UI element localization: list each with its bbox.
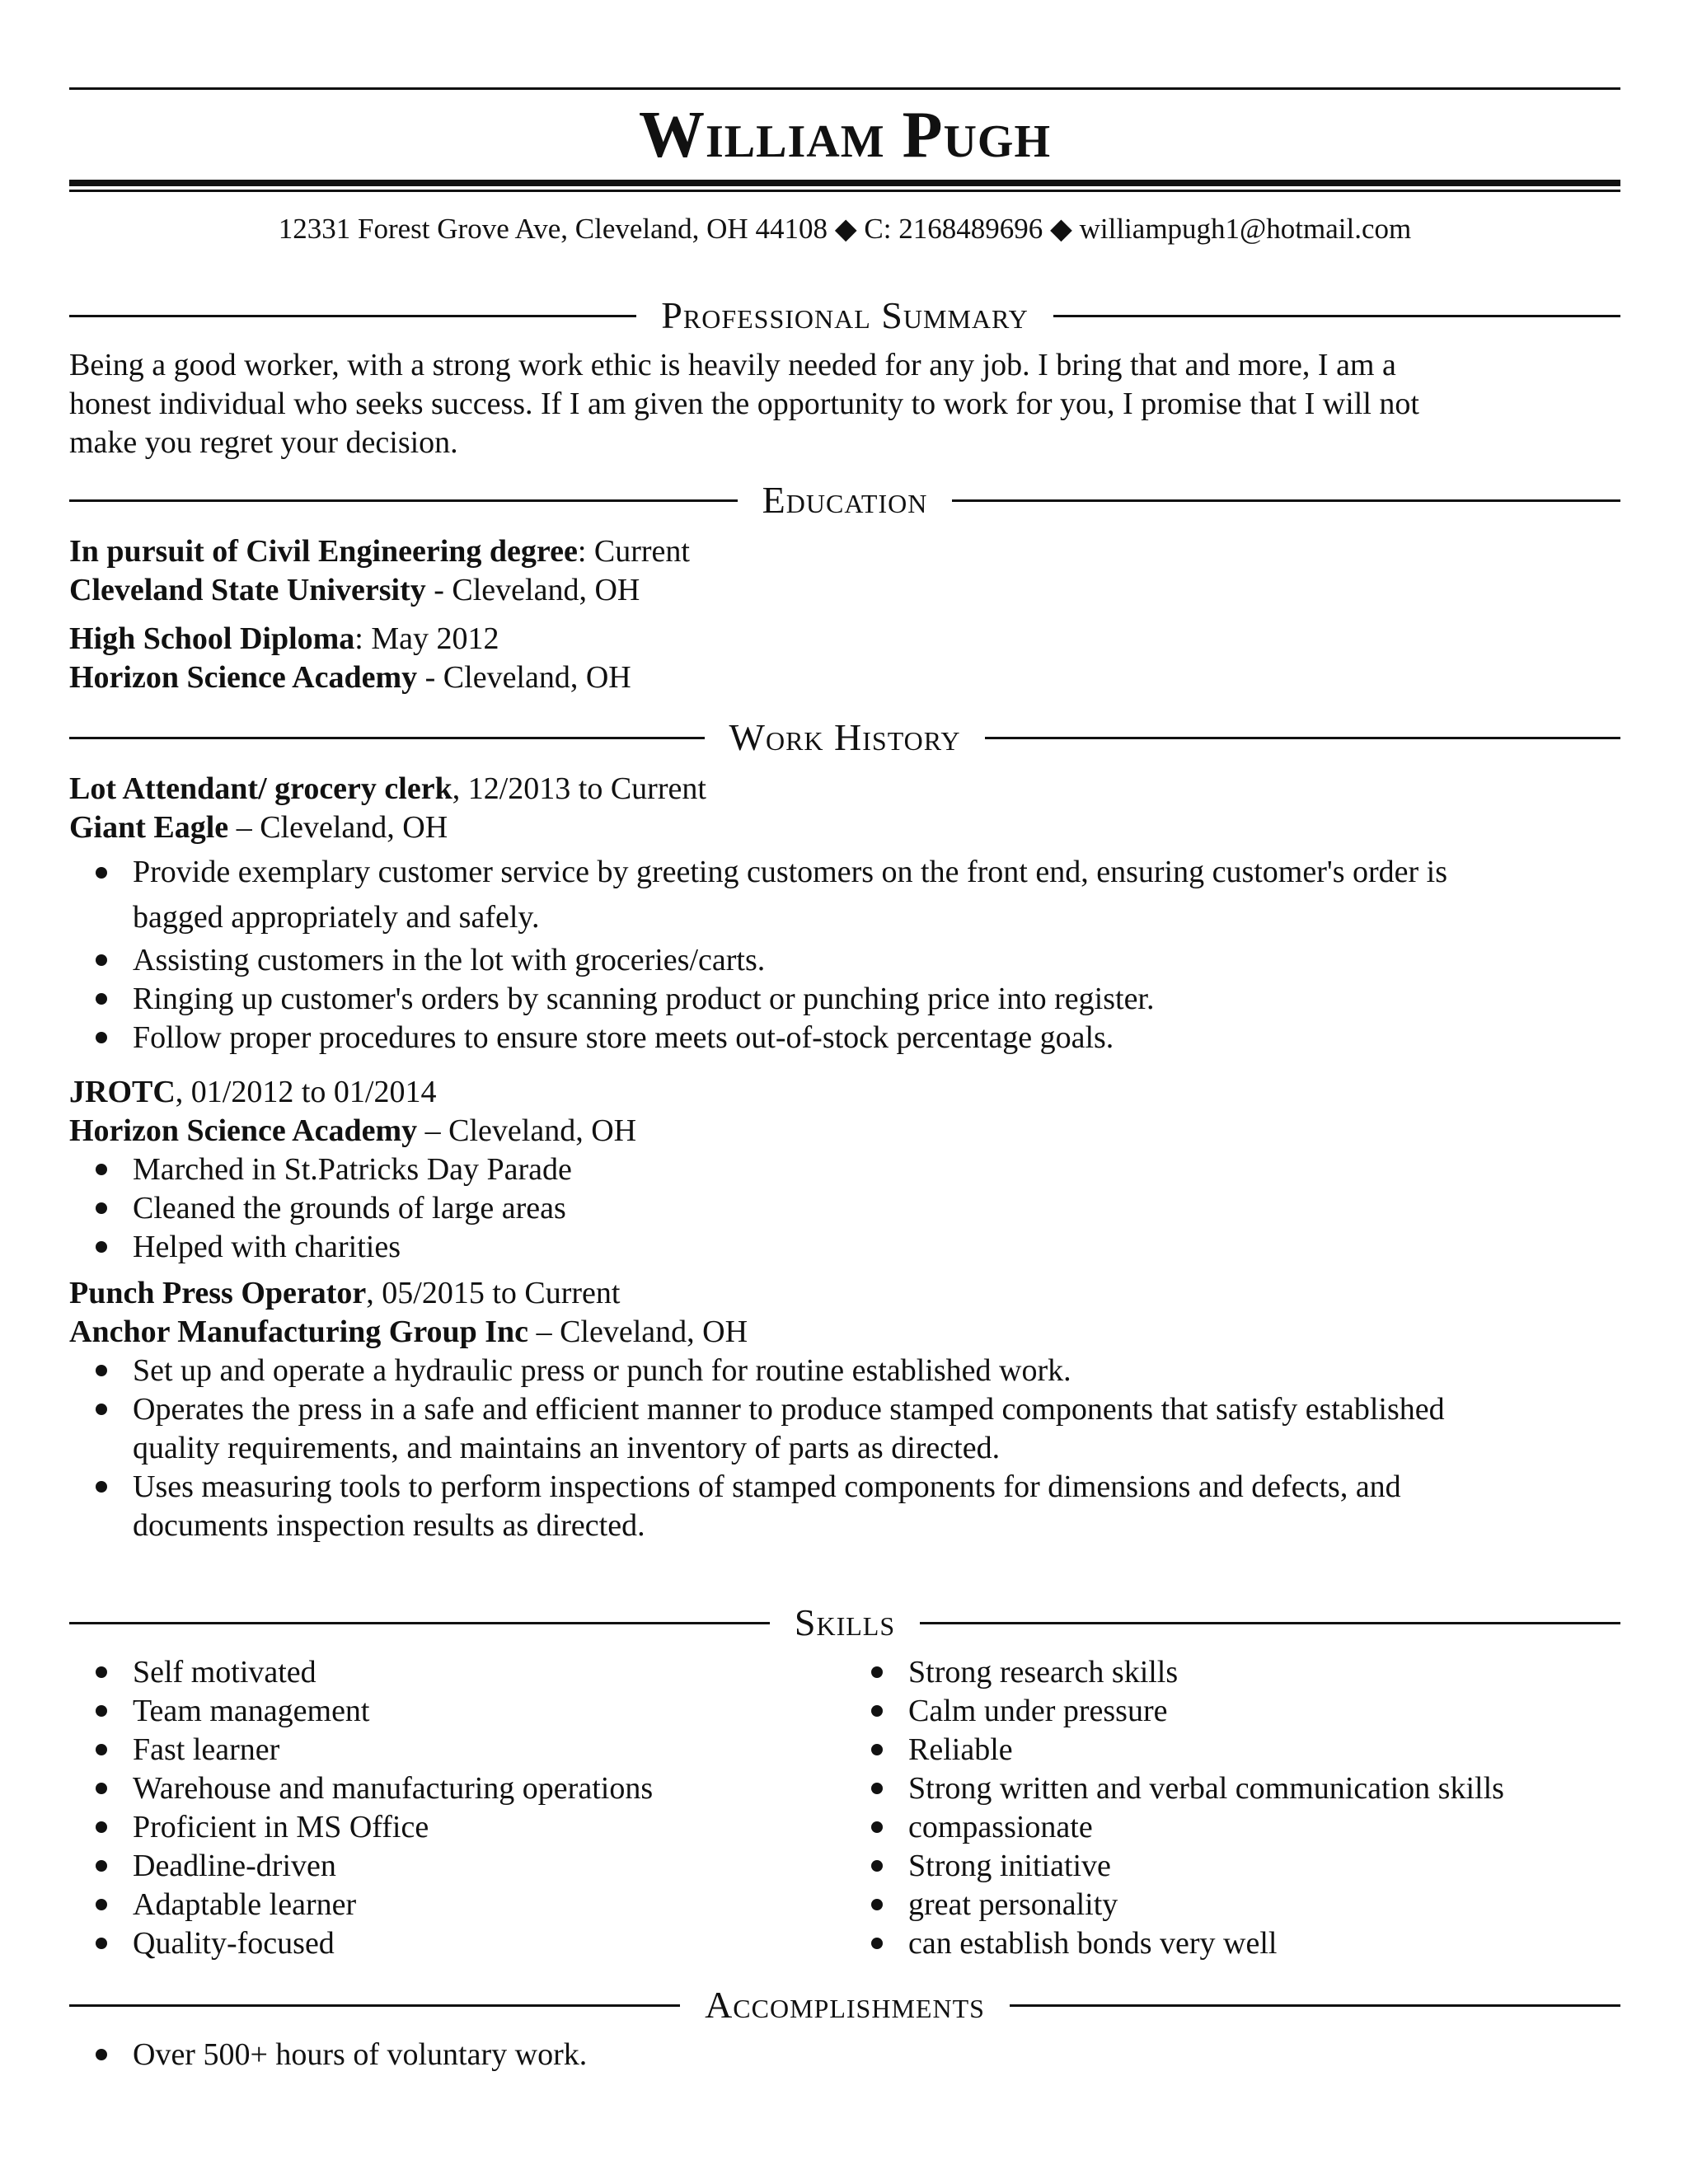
job-bullets [69,1352,1620,1545]
heading-rule-right [1053,315,1620,317]
employer-location: – Cleveland, OH [228,810,448,845]
list-item [69,1352,1620,1390]
summary-text [69,346,1620,462]
list-item [845,1692,1620,1731]
accomplishment-text: Over 500+ hours of voluntary work. [133,2037,588,2072]
list-item [845,1924,1620,1963]
heading-rule-left [69,737,705,739]
heading-rule-right [952,499,1620,502]
bullet-icon [96,993,107,1005]
bullet-icon [871,1860,883,1872]
heading-rule-right [985,737,1620,739]
list-item [845,1653,1620,1692]
list-item [69,1151,1620,1189]
bullet-icon [96,1899,107,1910]
heading-rule-left [69,2004,680,2007]
list-item [69,1507,1620,1545]
heading-rule-right [1010,2004,1620,2007]
skill-text: can establish bonds very well [908,1926,1278,1961]
bullet-icon [871,1744,883,1755]
list-item [845,1731,1620,1769]
employer-location: – Cleveland, OH [417,1113,637,1148]
bullet-icon [96,1404,107,1415]
list-item [69,1228,1620,1267]
skills-right-list [845,1653,1620,1963]
education-entry [69,532,1620,610]
employer-name: Anchor Manufacturing Group Inc [69,1315,529,1349]
skill-text: Strong initiative [908,1849,1111,1883]
list-item [845,1847,1620,1886]
education-title: Education [762,479,928,521]
work-heading [69,714,1620,762]
heading-rule-left [69,499,738,502]
candidate-name: William Pugh [638,99,1051,171]
contact-line: 12331 Forest Grove Ave, Cleveland, OH 44108 ◆ C: 2168489696 ◆ williampugh1@hotmail.com [278,213,1412,245]
school-location: - Cleveland, OH [417,660,631,695]
bullet-text: Cleaned the grounds of large areas [133,1191,566,1226]
heading-rule-left [69,315,636,317]
header-top-rule [69,87,1620,90]
summary-line: honest individual who seeks success. If I am given the opportunity to work for you, I promise that I will not [69,387,1419,421]
skills-title: Skills [794,1601,896,1643]
job-bullets [69,1151,1620,1267]
bullet-icon [96,1202,107,1214]
skills-heading [69,1599,1620,1647]
job-entry [69,1073,1620,1267]
employer-name: Horizon Science Academy [69,1113,418,1148]
list-item [69,1847,845,1886]
skills-left-list [69,1653,845,1963]
list-item [845,1886,1620,1924]
job-dates: , 01/2012 to 01/2014 [175,1075,437,1109]
bullet-text: Set up and operate a hydraulic press or punch for routine established work. [133,1353,1071,1388]
bullet-icon [96,1365,107,1376]
summary-title: Professional Summary [661,294,1029,336]
list-item [69,2036,1620,2074]
accomplishments-list [69,2036,1620,2074]
list-item [69,941,1620,980]
list-item [69,1886,845,1924]
bullet-icon [96,1821,107,1833]
employer-name: Giant Eagle [69,810,229,845]
list-item [69,1019,1620,1057]
education-heading [69,476,1620,524]
heading-rule-left [69,1622,770,1624]
degree-date: : May 2012 [354,621,499,656]
bullet-text: Assisting customers in the lot with groceries/carts. [133,943,766,977]
accomplishments-list-wrap [69,2036,1620,2074]
accomplishments-heading [69,1981,1620,2029]
bullet-icon [96,1860,107,1872]
list-item [69,1429,1620,1468]
skill-text: Strong written and verbal communication skills [908,1771,1504,1806]
list-item [69,1731,845,1769]
job-entry [69,1274,1620,1545]
bullet-icon [96,954,107,966]
list-item [69,1189,1620,1228]
skill-text: Quality-focused [133,1926,335,1961]
bullet-icon [871,1666,883,1678]
work-title: Work History [729,716,961,758]
bullet-icon [871,1705,883,1717]
degree-name: High School Diploma [69,621,355,656]
list-item [69,1653,845,1692]
bullet-icon [96,1744,107,1755]
skills-columns [69,1653,1620,1963]
skill-text: Strong research skills [908,1655,1179,1690]
job-title: Punch Press Operator [69,1276,367,1310]
bullet-icon [871,1938,883,1949]
skill-text: Adaptable learner [133,1887,357,1922]
summary-line: make you regret your decision. [69,425,458,460]
bullet-text: Operates the press in a safe and efficient manner to produce stamped components that satisfy established [133,1392,1445,1427]
bullet-text: Marched in St.Patricks Day Parade [133,1152,572,1187]
list-item [69,1769,845,1808]
school-name: Horizon Science Academy [69,660,418,695]
header-thin-rule [69,190,1620,192]
bullet-text: quality requirements, and maintains an inventory of parts as directed. [133,1431,1001,1465]
skill-text: compassionate [908,1810,1093,1844]
skill-text: Reliable [908,1732,1013,1767]
skill-text: Proficient in MS Office [133,1810,429,1844]
bullet-icon [96,2049,107,2060]
list-item [69,1808,845,1847]
bullet-icon [96,1241,107,1253]
job-bullets [69,847,1620,1057]
bullet-icon [96,1938,107,1949]
degree-name: In pursuit of Civil Engineering degree [69,534,578,569]
job-dates: , 12/2013 to Current [452,771,706,806]
bullet-icon [96,867,107,879]
skill-text: Self motivated [133,1655,316,1690]
job-dates: , 05/2015 to Current [366,1276,621,1310]
list-item [69,1924,845,1963]
bullet-icon [96,1032,107,1043]
summary-line: Being a good worker, with a strong work ethic is heavily needed for any job. I bring that and more, I am a [69,348,1396,382]
bullet-text: bagged appropriately and safely. [133,900,540,935]
school-location: - Cleveland, OH [425,573,640,607]
list-item [845,1769,1620,1808]
bullet-icon [96,1666,107,1678]
bullet-icon [96,1705,107,1717]
skill-text: Calm under pressure [908,1694,1168,1728]
skill-text: great personality [908,1887,1118,1922]
bullet-icon [96,1783,107,1794]
job-title: Lot Attendant/ grocery clerk [69,771,452,806]
skill-text: Team management [133,1694,370,1728]
bullet-icon [96,1164,107,1175]
employer-location: – Cleveland, OH [528,1315,748,1349]
education-entry [69,620,1620,697]
skill-text: Deadline-driven [133,1849,336,1883]
bullet-icon [871,1821,883,1833]
list-item [69,980,1620,1019]
list-item [69,1692,845,1731]
bullet-text: Ringing up customer's orders by scanning product or punching price into register. [133,982,1155,1016]
bullet-text: documents inspection results as directed. [133,1508,645,1543]
heading-rule-right [920,1622,1620,1624]
bullet-text: Helped with charities [133,1230,401,1264]
summary-heading [69,292,1620,340]
degree-date: : Current [577,534,690,569]
skill-text: Fast learner [133,1732,280,1767]
list-item [69,1468,1620,1507]
header-thick-rule [69,180,1620,186]
accomplishments-title: Accomplishments [705,1984,985,2026]
bullet-text: Uses measuring tools to perform inspections of stamped components for dimensions and defects, and [133,1469,1401,1504]
bullet-icon [871,1783,883,1794]
job-entry [69,770,1620,1057]
bullet-icon [96,1481,107,1493]
list-item [69,847,1620,897]
list-item [69,1390,1620,1429]
school-name: Cleveland State University [69,573,426,607]
list-item [69,897,1620,941]
bullet-text: Provide exemplary customer service by greeting customers on the front end, ensuring customer's order is [133,855,1448,889]
bullet-text: Follow proper procedures to ensure store meets out-of-stock percentage goals. [133,1020,1114,1055]
skill-text: Warehouse and manufacturing operations [133,1771,654,1806]
bullet-icon [871,1899,883,1910]
list-item [845,1808,1620,1847]
job-title: JROTC [69,1075,176,1109]
